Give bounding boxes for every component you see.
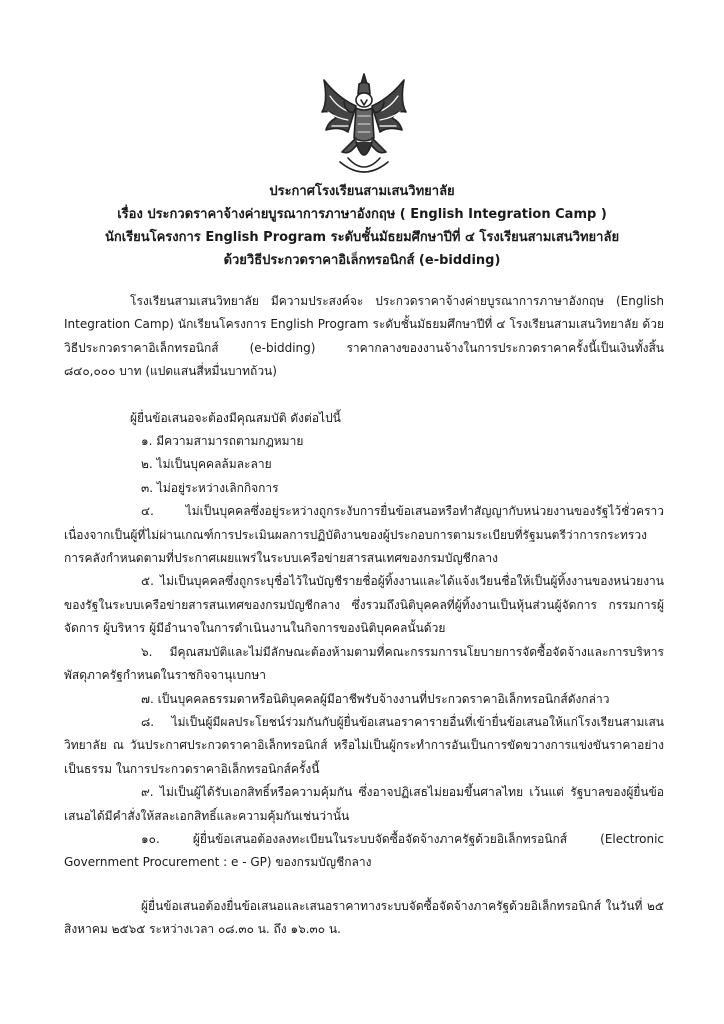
announcement-body [64, 290, 664, 942]
qualification-item: ๑๐. ผู้ยื่นข้อเสนอต้องลงทะเบียนในระบบจัดซื้อจัดจ้างภาครัฐด้วยอิเล็กทรอนิกส์ (Electronic Government Procurement : e - GP) ของกรมบัญชีกลาง [64, 831, 664, 870]
qualification-item: ๗. เป็นบุคคลธรรมดาหรือนิติบุคคลผู้มีอาชีพรับจ้างงานที่ประกวดราคาอิเล็กทรอนิกส์ดังกล่าว [141, 691, 610, 706]
intro-paragraph: โรงเรียนสามเสนวิทยาลัย มีความประสงค์จะ ประกวดราคาจ้างค่ายบูรณาการภาษาอังกฤษ (English Integration Camp) นักเรียนโครงการ English Program ระดับชั้นมัธยมศึกษาปีที่ ๔ โรงเรียนสามเสนวิทยาลัย ด้วยวิธีประกวดราคาอิเล็กทรอนิกส์ (e-bidding) ราคากลางของงานจ้างในการประกวดราคาครั้งนี้เป็นเงินทั้งสิ้น ๘๔๐,๐๐๐ บาท (แปดแสนสี่หมื่นบาทถ้วน) [64, 294, 664, 379]
qualification-item: ๘. ไม่เป็นผู้มีผลประโยชน์ร่วมกันกับผู้ยื่นข้อเสนอราคารายอื่นที่เข้ายื่นข้อเสนอให้แก่โรงเรียนสามเสนวิทยาลัย ณ วันประกาศประกวดราคาอิเล็กทรอนิกส์ หรือไม่เป็นผู้กระทำการอันเป็นการขัดขวางการแข่งขันราคาอย่างเป็นธรรม ในการประกวดราคาอิเล็กทรอนิกส์ครั้งนี้ [64, 714, 664, 776]
header-line-4: ด้วยวิธีประกวดราคาอิเล็กทรอนิกส์ (e-bidding) [223, 253, 501, 268]
announcement-header [40, 180, 684, 272]
header-line-3: นักเรียนโครงการ English Program ระดับชั้นมัธยมศึกษาปีที่ ๔ โรงเรียนสามเสนวิทยาลัย [104, 230, 620, 245]
closing-paragraph: ผู้ยื่นข้อเสนอต้องยื่นข้อเสนอและเสนอราคาทางระบบจัดซื้อจัดจ้างภาครัฐด้วยอิเล็กทรอนิกส์ ในวันที่ ๒๕ สิงหาคม ๒๕๖๕ ระหว่างเวลา ๐๘.๓๐ น. ถึง ๑๖.๓๐ น. [64, 898, 664, 937]
qualifications-heading: ผู้ยื่นข้อเสนอจะต้องมีคุณสมบัติ ดังต่อไปนี้ [130, 410, 341, 425]
header-line-1: ประกาศโรงเรียนสามเสนวิทยาลัย [269, 184, 455, 199]
header-line-2: เรื่อง ประกวดราคาจ้างค่ายบูรณาการภาษาอังกฤษ ( English Integration Camp ) [117, 207, 607, 222]
garuda-emblem-icon [318, 72, 410, 178]
qualification-item: ๒. ไม่เป็นบุคคลล้มละลาย [141, 457, 272, 472]
qualification-item: ๑. มีความสามารถตามกฎหมาย [141, 434, 304, 449]
qualification-item: ๖. มีคุณสมบัติและไม่มีลักษณะต้องห้ามตามที่คณะกรรมการนโยบายการจัดซื้อจัดจ้างและการบริหารพัสดุภาครัฐกำหนดในราชกิจจานุเบกษา [64, 644, 664, 683]
qualification-item: ๔. ไม่เป็นบุคคลซึ่งอยู่ระหว่างถูกระงับการยื่นข้อเสนอหรือทำสัญญากับหน่วยงานของรัฐไว้ชั่วคราวเนื่องจากเป็นผู้ที่ไม่ผ่านเกณฑ์การประเมินผลการปฏิบัติงานของผู้ประกอบการตามระเบียบที่รัฐมนตรีว่าการกระทรวงการคลังกำหนดตามที่ประกาศเผยแพร่ในระบบเครือข่ายสารสนเทศของกรมบัญชีกลาง [64, 504, 664, 566]
qualification-item: ๕. ไม่เป็นบุคคลซึ่งถูกระบุชื่อไว้ในบัญชีรายชื่อผู้ทิ้งงานและได้แจ้งเวียนชื่อให้เป็นผู้ทิ้งงานของหน่วยงานของรัฐในระบบเครือข่ายสารสนเทศของกรมบัญชีกลาง ซึ่งรวมถึงนิติบุคคลที่ผู้ทิ้งงานเป็นหุ้นส่วนผู้จัดการ กรรมการผู้จัดการ ผู้บริหาร ผู้มีอำนาจในการดำเนินงานในกิจการของนิติบุคคลนั้นด้วย [64, 574, 664, 636]
qualification-item: ๙. ไม่เป็นผู้ได้รับเอกสิทธิ์หรือความคุ้มกัน ซึ่งอาจปฏิเสธไม่ยอมขึ้นศาลไทย เว้นแต่ รัฐบาลของผู้ยื่นข้อเสนอได้มีคำสั่งให้สละเอกสิทธิ์และความคุ้มกันเช่นว่านั้น [64, 785, 664, 823]
qualification-item: ๓. ไม่อยู่ระหว่างเลิกกิจการ [141, 480, 279, 495]
